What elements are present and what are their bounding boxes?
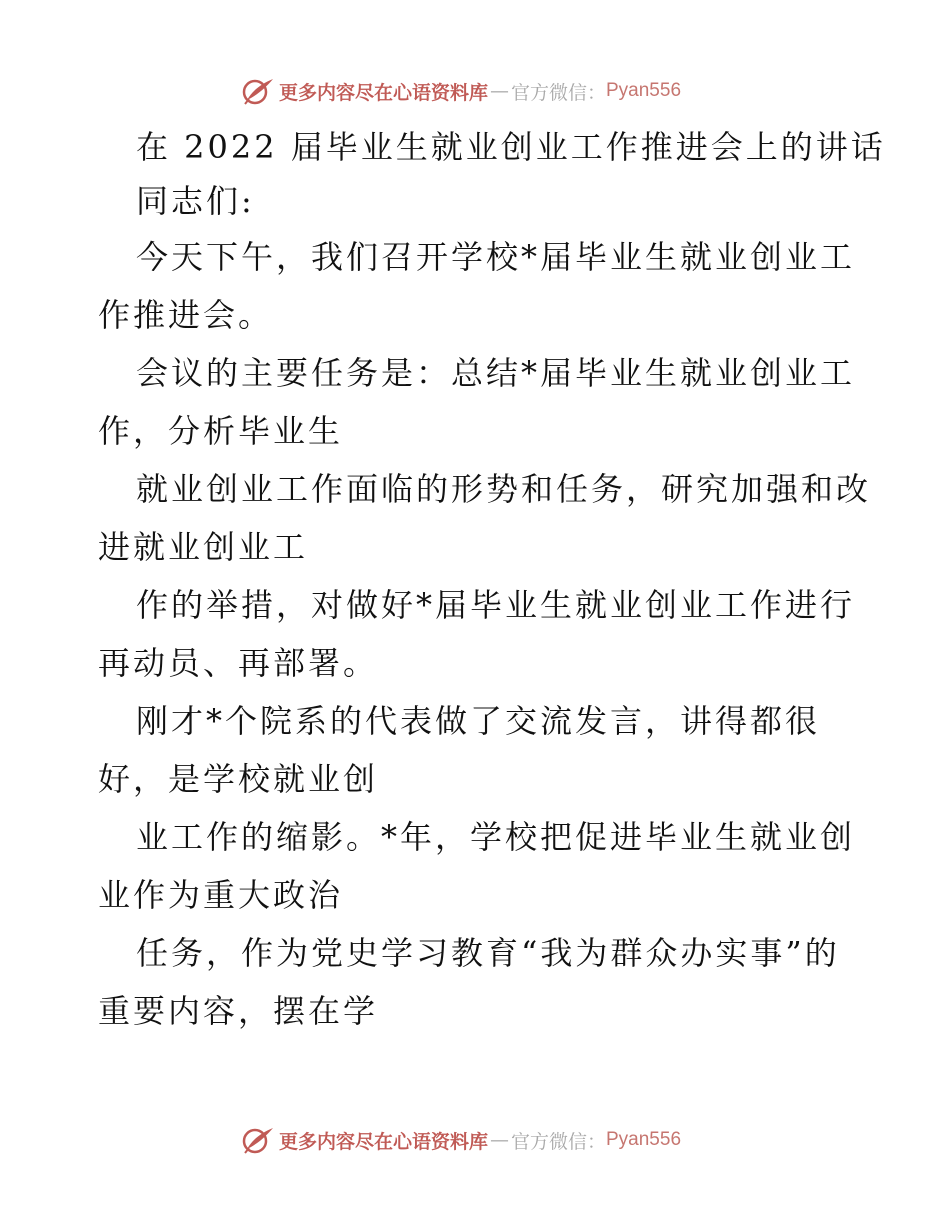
- document-title: 在 2022 届毕业生就业创业工作推进会上的讲话: [136, 128, 886, 166]
- watermark-tail-text: 官方微信：: [510, 81, 606, 104]
- paragraph-line: 再动员、再部署。: [98, 644, 379, 682]
- watermark-footer: [0, 1120, 950, 1160]
- document-body: [98, 124, 886, 1046]
- paragraph-line: 好，是学校就业创: [98, 760, 379, 798]
- paragraph-line: 任务，作为党史学习教育“我为群众办实事”的: [136, 934, 840, 972]
- watermark-account-id: Pyan556: [606, 1129, 682, 1150]
- salutation: 同志们:: [136, 182, 255, 220]
- watermark-main-text: 更多内容尽在心语资料库: [278, 1130, 488, 1153]
- paragraph-line: 作的举措，对做好*届毕业生就业创业工作进行: [136, 586, 856, 624]
- watermark-main-text: 更多内容尽在心语资料库: [278, 81, 488, 104]
- paragraph-line: 刚才*个院系的代表做了交流发言，讲得都很: [136, 702, 821, 740]
- watermark-tail-text: 官方微信：: [510, 1130, 606, 1153]
- watermark-separator: —: [489, 1129, 509, 1151]
- watermark-header: [0, 71, 950, 111]
- paragraph-line: 作，分析毕业生: [98, 412, 344, 450]
- feather-pen-icon: [241, 1125, 275, 1155]
- paragraph-line: 业作为重大政治: [98, 876, 344, 914]
- paragraph-line: 进就业创业工: [98, 528, 309, 566]
- paragraph-line: 重要内容，摆在学: [98, 992, 379, 1030]
- paragraph-line: 就业创业工作面临的形势和任务，研究加强和改: [136, 470, 872, 508]
- paragraph-line: 今天下午，我们召开学校*届毕业生就业创业工: [136, 238, 856, 276]
- paragraph-line: 会议的主要任务是：总结*届毕业生就业创业工: [136, 354, 856, 392]
- feather-pen-icon: [241, 76, 275, 106]
- paragraph-line: 作推进会。: [98, 296, 274, 334]
- watermark-separator: —: [489, 80, 509, 102]
- paragraph-line: 业工作的缩影。*年，学校把促进毕业生就业创: [136, 818, 856, 856]
- watermark-account-id: Pyan556: [606, 80, 682, 101]
